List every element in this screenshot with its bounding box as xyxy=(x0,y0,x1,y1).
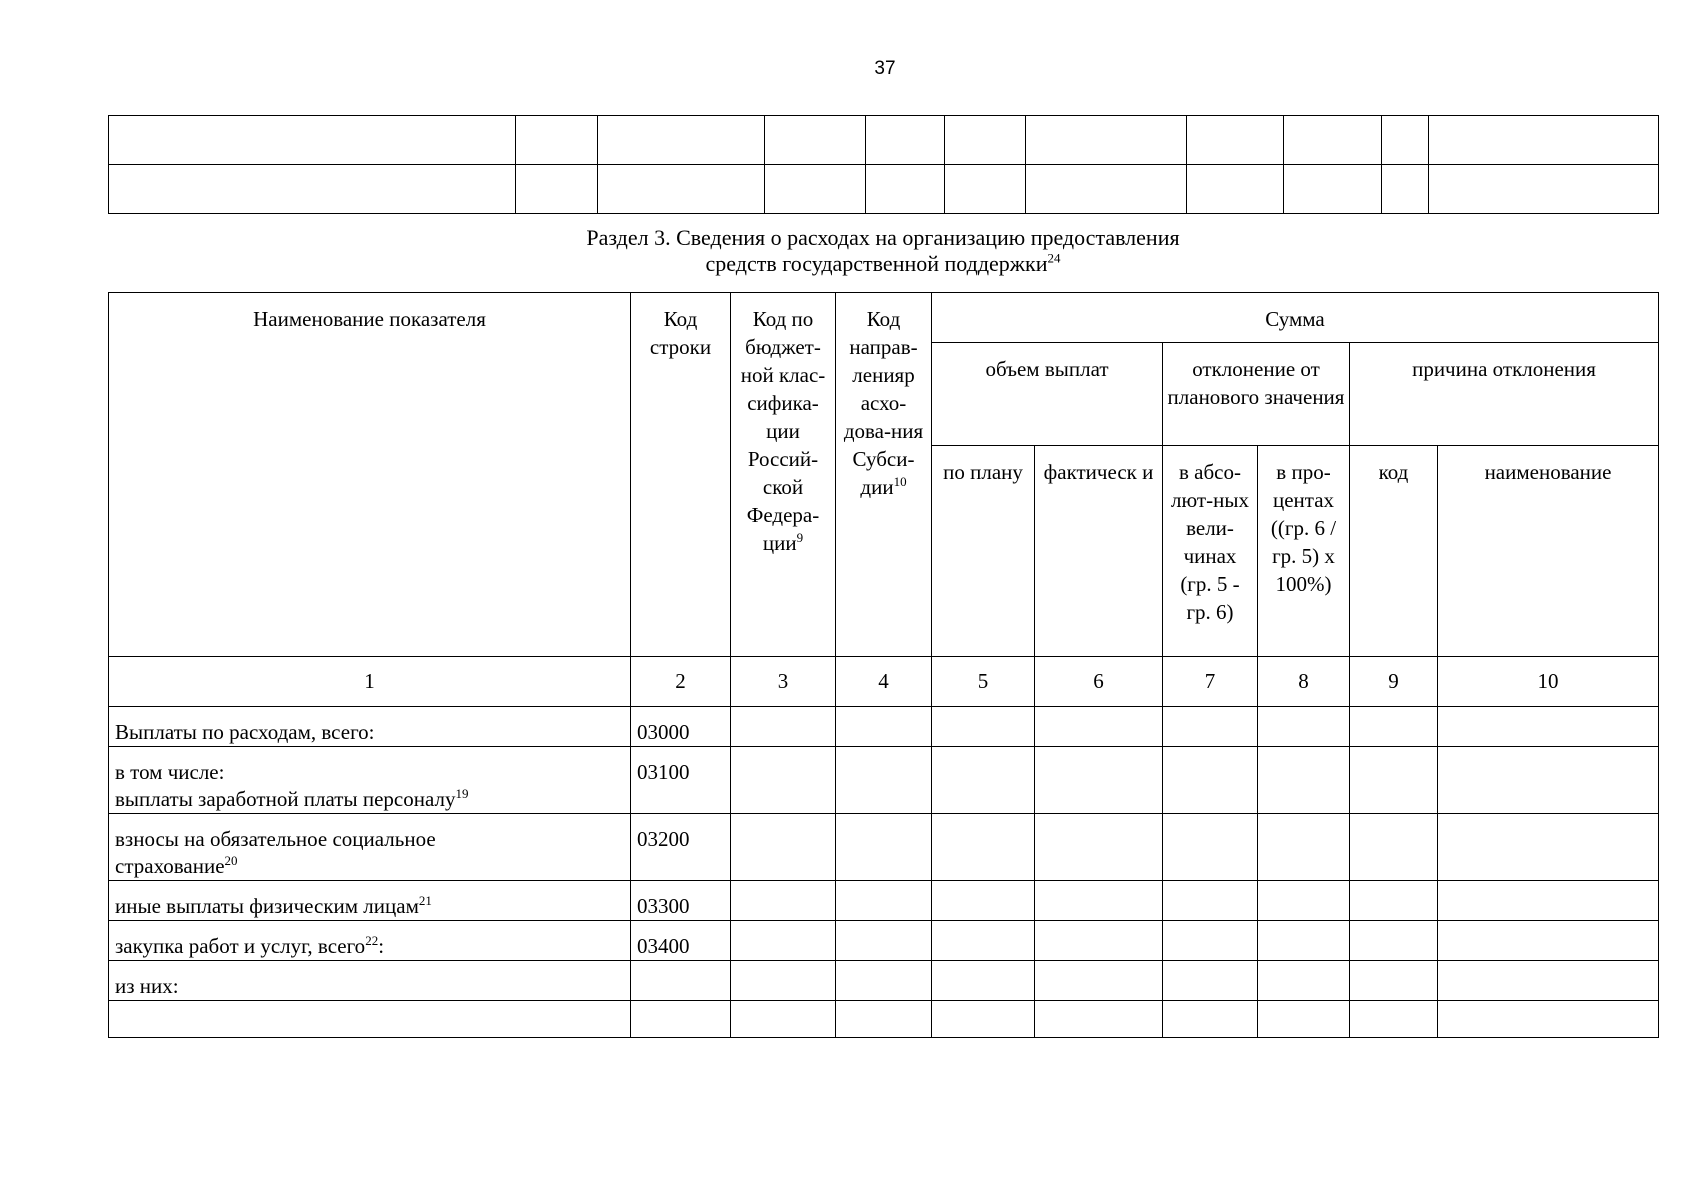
section-title-line2 xyxy=(108,251,1658,277)
row-code xyxy=(631,1001,731,1038)
row-label-line1: взносы на обязательное социальное xyxy=(115,827,436,851)
table-cell xyxy=(1350,921,1438,961)
header-budget-class-code xyxy=(731,293,836,657)
table-row xyxy=(109,881,1659,921)
table-cell xyxy=(836,814,932,881)
table-cell xyxy=(1258,707,1350,747)
table-cell xyxy=(932,881,1035,921)
table-cell xyxy=(731,881,836,921)
row-label-line2 xyxy=(115,853,624,880)
table-cell xyxy=(1438,961,1659,1001)
table-row xyxy=(109,1001,1659,1038)
table-cell xyxy=(1163,961,1258,1001)
table-cell xyxy=(1163,881,1258,921)
table-cell xyxy=(1035,814,1163,881)
column-number: 9 xyxy=(1350,657,1438,707)
row-label xyxy=(109,1001,631,1038)
table-cell xyxy=(1258,961,1350,1001)
row-label-line1: Выплаты по расходам, всего: xyxy=(115,720,375,744)
table-cell xyxy=(1035,921,1163,961)
table-row xyxy=(109,921,1659,961)
table-cell xyxy=(731,747,836,814)
header-name: наименование xyxy=(1438,446,1659,657)
header-row xyxy=(109,293,1659,343)
table-cell xyxy=(1258,1001,1350,1038)
table-cell xyxy=(836,881,932,921)
table-cell xyxy=(1258,881,1350,921)
row-label-text: выплаты заработной платы персоналу xyxy=(115,787,456,811)
table-cell xyxy=(1258,921,1350,961)
table-cell xyxy=(1350,814,1438,881)
table-cell xyxy=(109,165,516,214)
table-cell xyxy=(516,116,598,165)
table-cell xyxy=(1026,116,1187,165)
table-cell xyxy=(1187,165,1284,214)
table-cell xyxy=(1026,165,1187,214)
table-cell xyxy=(932,747,1035,814)
header-by-plan: по плану xyxy=(932,446,1035,657)
table-cell xyxy=(1284,165,1382,214)
row-label xyxy=(109,921,631,961)
column-number: 5 xyxy=(932,657,1035,707)
header-subsidy-direction-code xyxy=(836,293,932,657)
page-number: 37 xyxy=(874,58,896,79)
section-title-text: средств государственной поддержки xyxy=(705,251,1048,276)
table-cell xyxy=(1035,1001,1163,1038)
table-cell xyxy=(1350,707,1438,747)
header-actual: фактическ и xyxy=(1035,446,1163,657)
table-cell xyxy=(1163,1001,1258,1038)
footnote-ref: 24 xyxy=(1047,250,1061,266)
table-cell xyxy=(1350,747,1438,814)
table-row xyxy=(109,814,1659,881)
section-title xyxy=(108,225,1658,277)
table-cell xyxy=(516,165,598,214)
table-cell xyxy=(1163,707,1258,747)
header-sum: Сумма xyxy=(932,293,1659,343)
table-cell xyxy=(1438,814,1659,881)
header-absolute: в абсо-лют-ных вели-чинах (гр. 5 - гр. 6) xyxy=(1163,446,1258,657)
column-number: 4 xyxy=(836,657,932,707)
table-cell xyxy=(765,116,866,165)
row-code: 03400 xyxy=(631,921,731,961)
row-label-line1: из них: xyxy=(115,974,179,998)
footnote-ref: 22 xyxy=(365,933,379,948)
table-cell xyxy=(731,921,836,961)
table-cell xyxy=(1350,881,1438,921)
table-cell xyxy=(598,165,765,214)
table-row xyxy=(109,961,1659,1001)
table-cell xyxy=(1438,881,1659,921)
table-cell xyxy=(945,116,1026,165)
table-cell xyxy=(1258,814,1350,881)
table-cell xyxy=(1163,921,1258,961)
header-payment-volume: объем выплат xyxy=(932,343,1163,446)
table-cell xyxy=(1163,747,1258,814)
table-cell xyxy=(932,707,1035,747)
table-cell xyxy=(1438,747,1659,814)
table-cell xyxy=(836,1001,932,1038)
table-row xyxy=(109,707,1659,747)
header-deviation: отклонение от планового значения xyxy=(1163,343,1350,446)
footnote-ref: 19 xyxy=(455,786,469,801)
table-cell xyxy=(836,747,932,814)
table-cell xyxy=(866,165,945,214)
column-number: 2 xyxy=(631,657,731,707)
table-cell xyxy=(1035,881,1163,921)
table-row xyxy=(109,165,1659,214)
header-percent: в про-центах ((гр. 6 / гр. 5) х 100%) xyxy=(1258,446,1350,657)
row-code: 03300 xyxy=(631,881,731,921)
table-cell xyxy=(836,707,932,747)
column-number: 6 xyxy=(1035,657,1163,707)
footnote-ref: 9 xyxy=(796,530,804,545)
table-row xyxy=(109,747,1659,814)
header-indicator-name: Наименование показателя xyxy=(109,293,631,657)
row-label-line2 xyxy=(115,786,624,813)
row-label xyxy=(109,881,631,921)
table-cell xyxy=(1429,165,1659,214)
row-label-text: закупка работ и услуг, всего xyxy=(115,934,366,958)
column-number: 10 xyxy=(1438,657,1659,707)
column-number: 3 xyxy=(731,657,836,707)
row-label-suffix: : xyxy=(378,934,385,958)
table-cell xyxy=(731,814,836,881)
table-cell xyxy=(731,1001,836,1038)
header-deviation-reason: причина отклонения xyxy=(1350,343,1659,446)
section-title-line1: Раздел 3. Сведения о расходах на организацию предоставления xyxy=(586,225,1180,250)
continuation-table xyxy=(108,115,1659,214)
table-cell xyxy=(1382,116,1429,165)
table-cell xyxy=(836,921,932,961)
table-cell xyxy=(1035,747,1163,814)
row-label xyxy=(109,961,631,1001)
row-label-line1: в том числе: xyxy=(115,760,225,784)
column-number: 8 xyxy=(1258,657,1350,707)
row-label-text: иные выплаты физическим лицам xyxy=(115,894,419,918)
table-cell xyxy=(731,961,836,1001)
row-label xyxy=(109,707,631,747)
table-cell xyxy=(1382,165,1429,214)
row-label-text: страхование xyxy=(115,854,225,878)
row-code: 03100 xyxy=(631,747,731,814)
footnote-ref: 10 xyxy=(893,474,907,489)
table-cell xyxy=(945,165,1026,214)
table-cell xyxy=(1350,1001,1438,1038)
table-cell xyxy=(1438,707,1659,747)
footnote-ref: 21 xyxy=(418,893,432,908)
table-cell xyxy=(1350,961,1438,1001)
table-cell xyxy=(598,116,765,165)
table-cell xyxy=(932,814,1035,881)
table-cell xyxy=(731,707,836,747)
header-row-code: Код строки xyxy=(631,293,731,657)
column-number: 1 xyxy=(109,657,631,707)
table-cell xyxy=(1187,116,1284,165)
header-budget-class-text: Код по бюджет-ной клас-сифика-ции Россий-ской Федера-ции xyxy=(740,307,826,555)
table-cell xyxy=(1163,814,1258,881)
row-label xyxy=(109,747,631,814)
table-cell xyxy=(1035,707,1163,747)
table-cell xyxy=(932,1001,1035,1038)
table-cell xyxy=(109,116,516,165)
table-cell xyxy=(1258,747,1350,814)
table-cell xyxy=(1035,961,1163,1001)
row-code xyxy=(631,961,731,1001)
row-code: 03200 xyxy=(631,814,731,881)
table-cell xyxy=(1438,1001,1659,1038)
table-cell xyxy=(932,921,1035,961)
table-cell xyxy=(1429,116,1659,165)
column-numbers-row xyxy=(109,657,1659,707)
table-cell xyxy=(1438,921,1659,961)
header-subsidy-direction-text: Код направ-ленияр асхо-дова-ния Субси-дии xyxy=(843,307,924,499)
expenses-table xyxy=(108,292,1659,1038)
footnote-ref: 20 xyxy=(224,853,238,868)
table-cell xyxy=(932,961,1035,1001)
table-cell xyxy=(866,116,945,165)
row-code: 03000 xyxy=(631,707,731,747)
column-number: 7 xyxy=(1163,657,1258,707)
header-code: код xyxy=(1350,446,1438,657)
row-label xyxy=(109,814,631,881)
table-cell xyxy=(836,961,932,1001)
table-cell xyxy=(765,165,866,214)
table-row xyxy=(109,116,1659,165)
table-cell xyxy=(1284,116,1382,165)
